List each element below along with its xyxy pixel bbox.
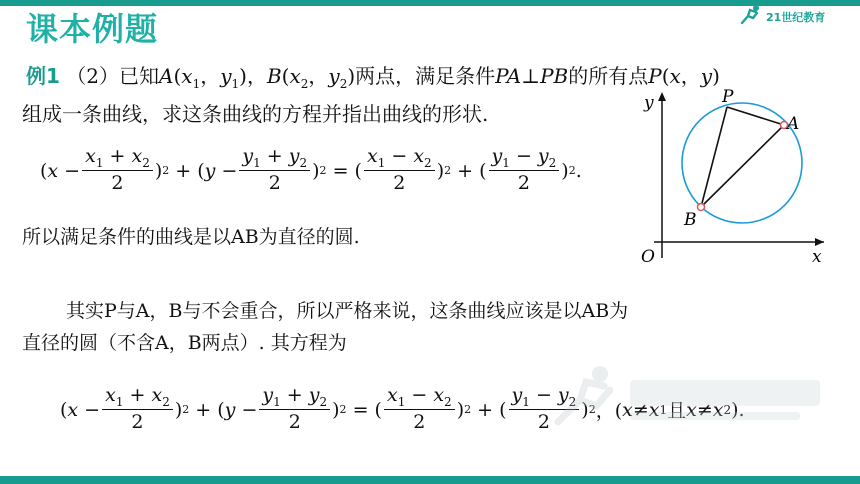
solution-text: 所以满足条件的曲线是以AB为直径的圆. [22, 226, 360, 248]
runner-watermark-icon [540, 360, 840, 430]
logo-text: 21世纪教育 [766, 11, 826, 24]
example-line-2: 组成一条曲线，求这条曲线的方程并指出曲线的形状. [22, 102, 489, 126]
remark-line-2: 直径的圆（不含A，B两点）. 其方程为 [22, 332, 347, 354]
label-O: O [641, 247, 655, 266]
example-prefix: （2）已知 [66, 64, 160, 88]
remark-line-1: 其实P与A，B与不会重合，所以严格来说，这条曲线应该是以AB为 [66, 300, 629, 322]
example-line-1: 例1 （2）已知$A(x_1$，$y_1$)，$B(x_2$，$y_2$)两点，满足条件PA⊥PB的所有点P(x，y) [26, 64, 720, 91]
segment-PB [701, 107, 727, 207]
equation-1: ( x − $\frac{x_1 + x_2}{2}$ ) 2 + ( y − $\frac{y_1 + y_2}{2}$ ) 2 = ( $\frac{x_1 - x_2}{2}$ ) 2 + ( $\frac{y_1 - y_2}{2}$ ) 2 . [40, 145, 582, 195]
y-axis-arrow [658, 92, 666, 101]
x-axis-arrow [815, 238, 824, 246]
brand-logo [738, 4, 838, 28]
label-P: P [722, 87, 734, 107]
equation-2: ( x − $\frac{x_1 + x_2}{2}$ ) 2 + ( y − $\frac{y_1 + y_2}{2}$ ) 2 = ( $\frac{x_1 - x_2}{2}$ ) 2 + ( $\frac{y_1 - y_2}{2}$ ) 2 ，( x ≠ x 1 且 x ≠ x 2 ). [60, 384, 745, 434]
example-end: 的所有点 [568, 64, 649, 88]
circle-figure [624, 86, 844, 266]
example-mid: 两点，满足条件 [355, 64, 496, 88]
label-x: x [812, 247, 822, 266]
segment-PA [727, 107, 784, 125]
page-title: 课本例题 [26, 10, 159, 48]
runner-icon [738, 4, 764, 26]
bottom-accent-bar [0, 476, 860, 484]
label-A: A [787, 114, 800, 134]
point-B [698, 204, 705, 211]
segment-AB [701, 125, 784, 207]
example-label: 例1 [26, 64, 60, 88]
label-B: B [684, 210, 697, 230]
label-y: y [644, 93, 654, 113]
